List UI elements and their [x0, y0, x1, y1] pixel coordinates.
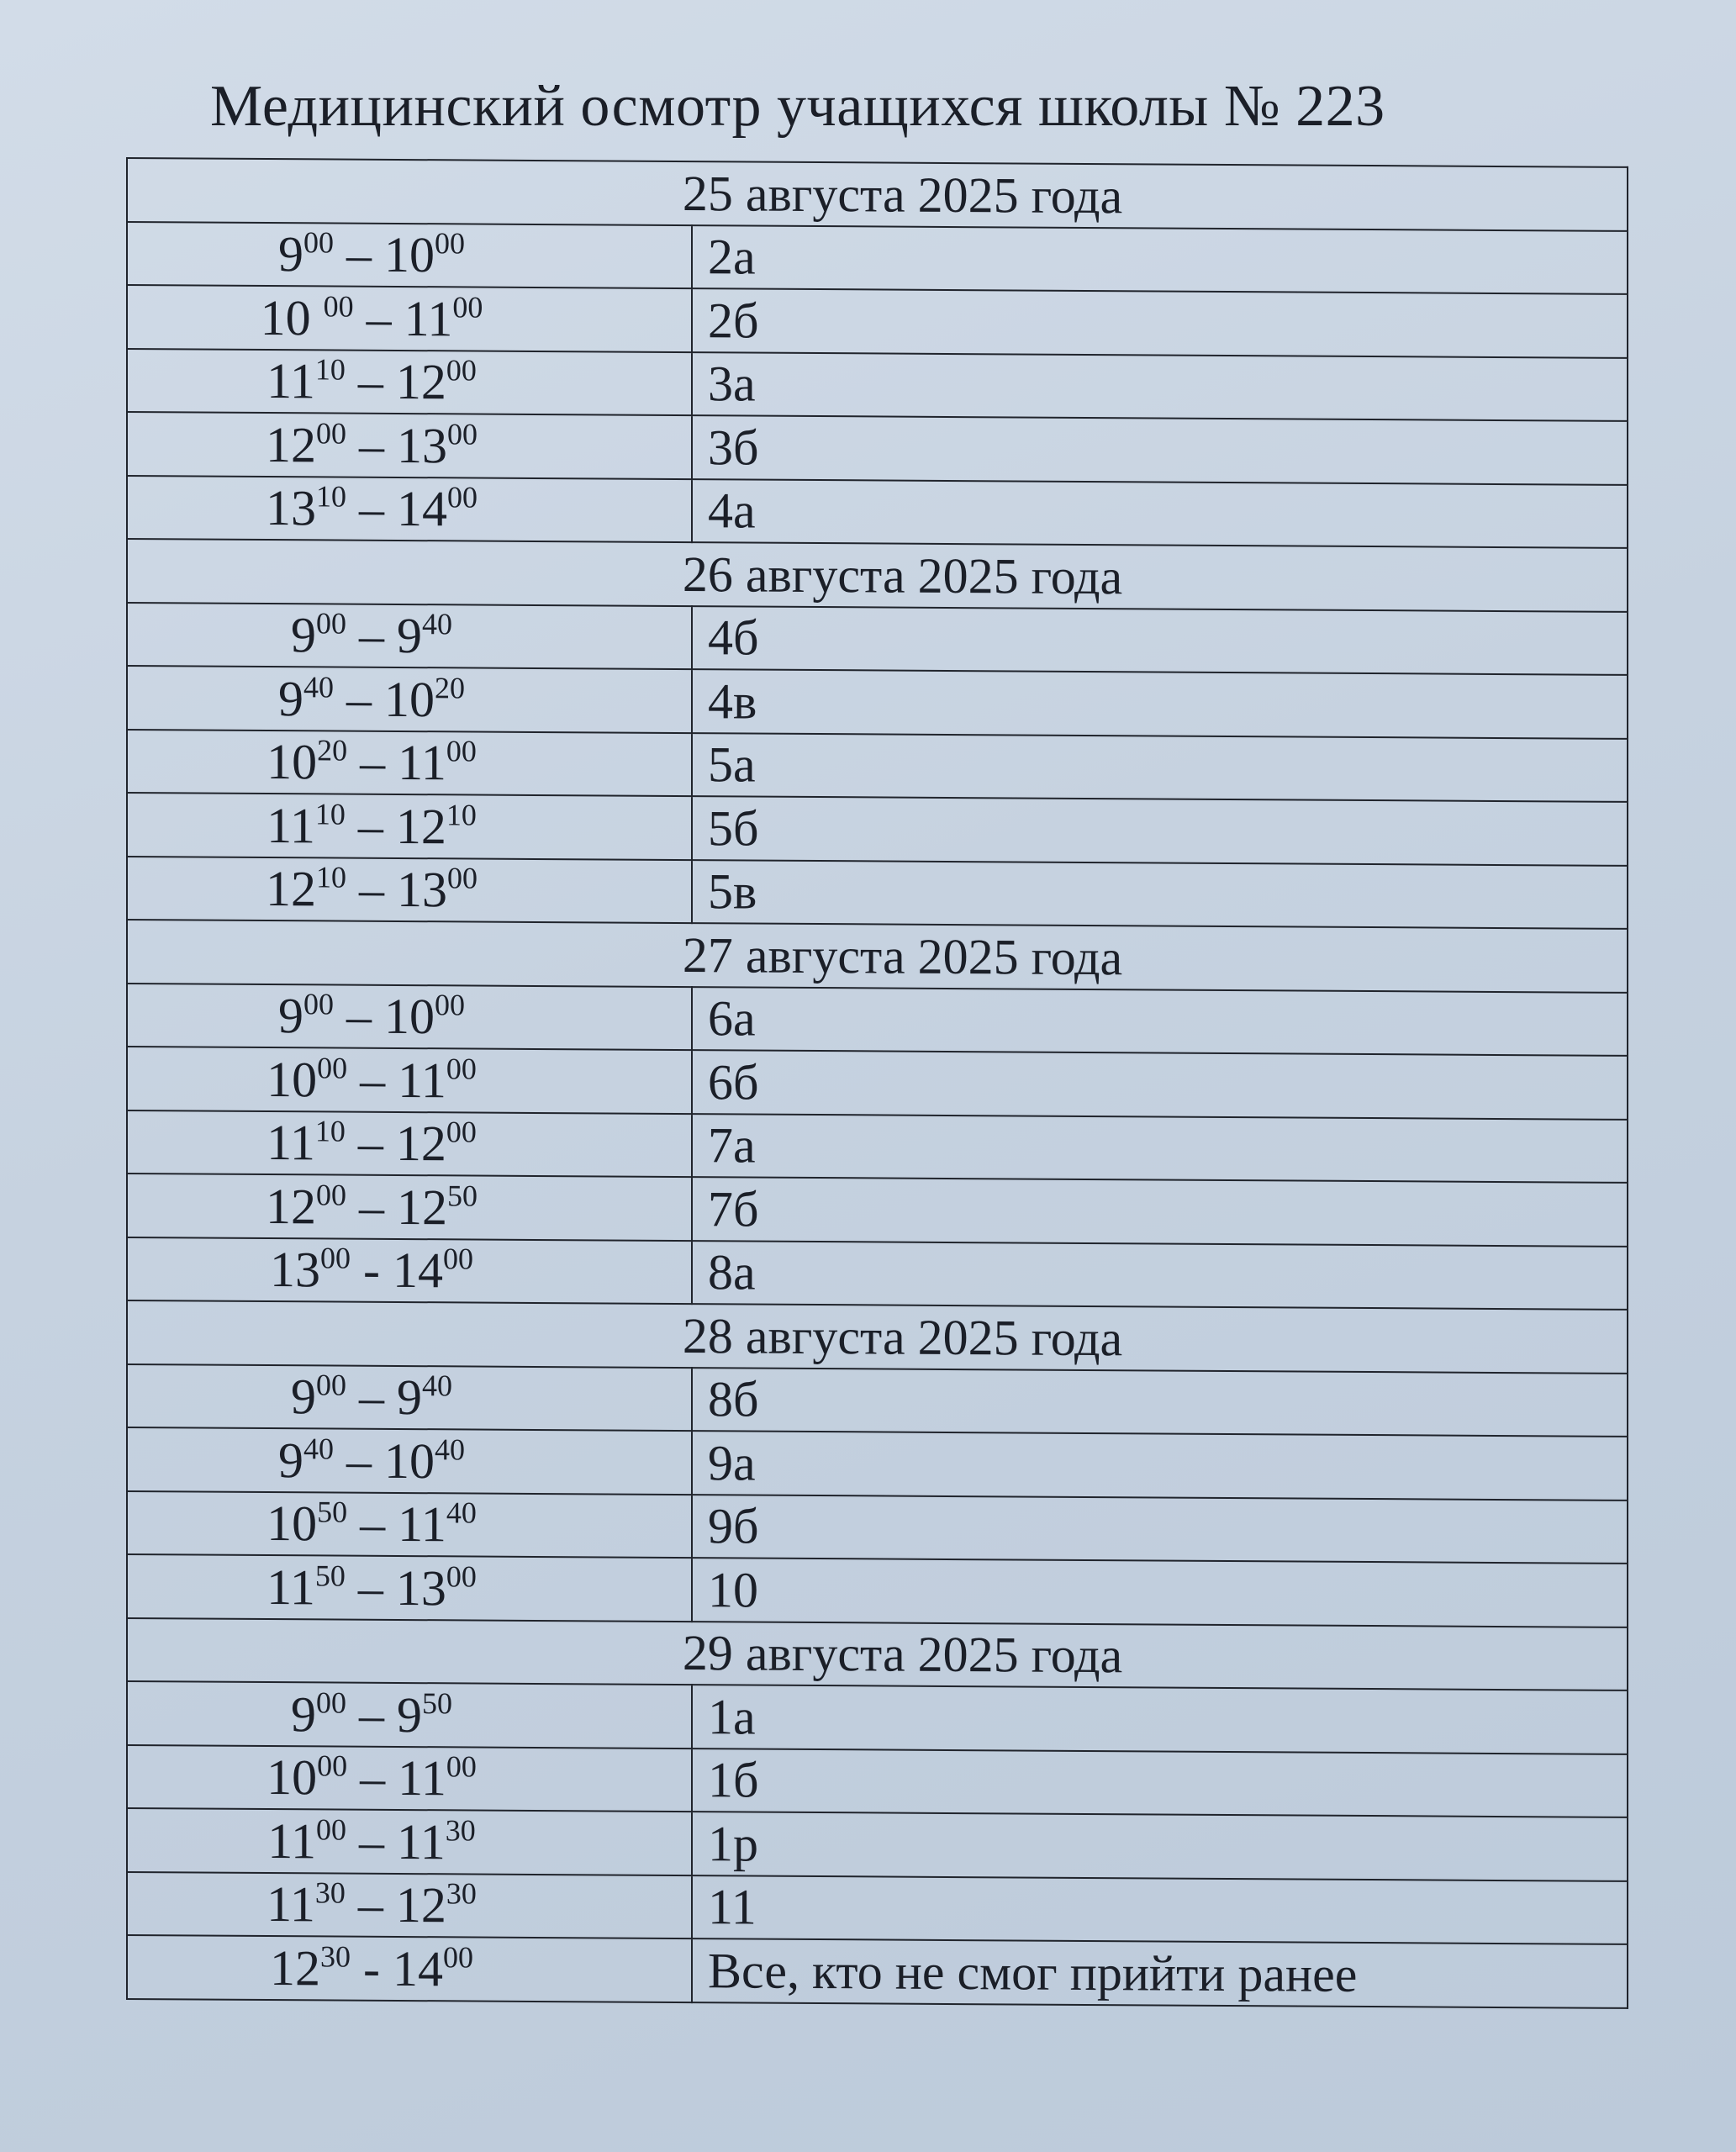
end-hour: 12 — [395, 1116, 446, 1172]
time-separator: – — [347, 1052, 398, 1108]
time-separator: – — [345, 1115, 396, 1172]
table-row — [127, 1872, 1628, 1944]
table-row — [127, 793, 1628, 865]
start-minutes: 00 — [323, 289, 354, 324]
end-minutes: 00 — [447, 417, 478, 451]
start-minutes: 50 — [317, 1495, 348, 1529]
class-name: 1а — [692, 1685, 1628, 1754]
time-separator: – — [346, 1369, 397, 1426]
time-slot — [127, 857, 692, 924]
start-hour: 9 — [278, 988, 303, 1044]
start-hour: 10 — [266, 734, 318, 790]
date-header: 27 августа 2025 года — [127, 920, 1628, 992]
class-name: 4б — [692, 606, 1628, 675]
end-hour: 11 — [404, 290, 453, 347]
class-name: 3а — [692, 352, 1628, 421]
table-row — [127, 984, 1628, 1056]
date-header-row — [127, 539, 1628, 611]
time-separator: – — [347, 1749, 398, 1807]
start-hour: 9 — [278, 670, 303, 727]
class-name: 11 — [692, 1875, 1628, 1944]
end-hour: 13 — [397, 862, 447, 918]
start-hour: 9 — [278, 1432, 303, 1489]
time-separator: – — [345, 1876, 396, 1933]
class-name: 10 — [692, 1558, 1628, 1627]
time-slot — [127, 1427, 692, 1495]
end-minutes: 20 — [435, 670, 465, 705]
end-hour: 11 — [398, 1052, 446, 1109]
table-row — [127, 1808, 1628, 1880]
table-row — [127, 1935, 1628, 2007]
table-row — [127, 1174, 1628, 1246]
class-name: 6б — [692, 1050, 1628, 1119]
time-slot — [127, 222, 692, 289]
table-row — [127, 1745, 1628, 1817]
time-slot — [127, 1237, 692, 1305]
time-separator: – — [334, 1432, 384, 1489]
start-minutes: 00 — [316, 606, 346, 641]
end-hour: 12 — [395, 354, 446, 410]
table-row — [127, 1681, 1628, 1754]
end-hour: 11 — [398, 735, 446, 791]
date-header: 26 августа 2025 года — [127, 539, 1628, 611]
end-hour: 10 — [384, 671, 435, 727]
time-slot — [127, 285, 692, 352]
time-slot — [127, 476, 692, 543]
class-name: 9б — [692, 1495, 1628, 1564]
time-separator: – — [334, 988, 384, 1045]
class-name: 5в — [692, 860, 1628, 929]
class-name: 6а — [692, 987, 1628, 1056]
start-minutes: 50 — [314, 1559, 346, 1593]
start-hour: 9 — [291, 1685, 316, 1743]
time-slot — [127, 1554, 692, 1622]
start-minutes: 00 — [320, 1241, 351, 1275]
end-minutes: 40 — [422, 607, 452, 641]
start-minutes: 10 — [314, 1114, 346, 1148]
class-name: 2а — [692, 225, 1628, 294]
class-name: 2б — [692, 288, 1628, 357]
date-header: 25 августа 2025 года — [127, 158, 1628, 230]
end-minutes: 00 — [442, 1242, 473, 1276]
start-hour: 11 — [266, 353, 315, 409]
start-hour: 11 — [266, 1115, 315, 1171]
start-minutes: 30 — [320, 1939, 351, 1974]
table-row — [127, 1554, 1628, 1627]
class-name: 8б — [692, 1368, 1628, 1437]
start-hour: 9 — [291, 1369, 316, 1425]
time-slot — [127, 1808, 692, 1875]
end-minutes: 00 — [446, 1115, 477, 1149]
time-separator: – — [346, 417, 397, 473]
time-separator: – — [345, 1559, 396, 1616]
time-slot — [127, 603, 692, 670]
end-hour: 14 — [397, 481, 447, 537]
end-minutes: 50 — [447, 1179, 478, 1213]
time-separator: – — [346, 1179, 397, 1235]
start-minutes: 00 — [317, 1051, 348, 1085]
end-minutes: 30 — [445, 1813, 476, 1848]
end-minutes: 40 — [435, 1432, 465, 1467]
start-hour: 11 — [266, 1559, 315, 1616]
class-name: 4в — [692, 669, 1628, 738]
start-minutes: 40 — [303, 1432, 334, 1466]
time-separator: – — [334, 226, 384, 283]
time-slot — [127, 730, 692, 797]
end-minutes: 00 — [452, 290, 483, 324]
end-minutes: 00 — [446, 1052, 477, 1086]
end-hour: 13 — [395, 1559, 446, 1617]
start-minutes: 00 — [316, 416, 346, 451]
start-minutes: 00 — [303, 987, 334, 1021]
class-name: 7б — [692, 1177, 1628, 1246]
table-row — [127, 603, 1628, 675]
end-minutes: 00 — [435, 226, 465, 261]
time-slot — [127, 1174, 692, 1241]
time-separator: – — [347, 734, 398, 791]
start-hour: 10 — [266, 1495, 318, 1552]
time-slot — [127, 1935, 692, 2002]
class-name: 8а — [692, 1241, 1628, 1310]
start-hour: 10 — [260, 289, 324, 346]
time-slot — [127, 1745, 692, 1812]
start-hour: 10 — [266, 1051, 318, 1108]
time-slot — [127, 1364, 692, 1432]
time-separator: – — [353, 290, 404, 346]
table-row — [127, 1110, 1628, 1183]
time-slot — [127, 1491, 692, 1559]
table-row — [127, 1364, 1628, 1437]
end-minutes: 40 — [446, 1495, 477, 1530]
end-hour: 10 — [384, 989, 435, 1045]
start-hour: 9 — [291, 607, 316, 663]
end-minutes: 30 — [446, 1876, 477, 1911]
table-row — [127, 222, 1628, 294]
class-name: 9а — [692, 1431, 1628, 1500]
date-header-row — [127, 158, 1628, 230]
time-separator: - — [351, 1242, 393, 1299]
start-hour: 11 — [266, 1876, 315, 1933]
class-name: 5а — [692, 733, 1628, 802]
end-hour: 14 — [392, 1940, 443, 1997]
class-name: 7а — [692, 1114, 1628, 1183]
table-row — [127, 857, 1628, 929]
end-hour: 9 — [397, 1369, 422, 1426]
table-row — [127, 730, 1628, 802]
start-minutes: 00 — [317, 1748, 348, 1783]
start-hour: 12 — [266, 861, 316, 917]
start-hour: 12 — [266, 416, 316, 473]
time-separator: – — [346, 861, 397, 918]
end-hour: 11 — [398, 1750, 446, 1807]
table-row — [127, 1427, 1628, 1500]
time-separator: – — [346, 1813, 397, 1870]
end-hour: 12 — [397, 1179, 447, 1236]
start-minutes: 20 — [317, 733, 348, 767]
date-header: 28 августа 2025 года — [127, 1300, 1628, 1373]
time-slot — [127, 666, 692, 733]
end-minutes: 00 — [446, 1749, 477, 1784]
time-slot — [127, 984, 692, 1051]
time-separator: - — [351, 1940, 393, 1996]
end-hour: 12 — [395, 798, 446, 855]
class-name: 4а — [692, 479, 1628, 548]
date-header-row — [127, 920, 1628, 992]
end-minutes: 00 — [446, 1559, 477, 1594]
table-row — [127, 666, 1628, 738]
time-slot — [127, 793, 692, 860]
table-row — [127, 476, 1628, 548]
end-minutes: 00 — [447, 480, 478, 514]
time-separator: – — [334, 671, 384, 727]
date-header: 29 августа 2025 года — [127, 1618, 1628, 1690]
time-separator: – — [346, 1686, 397, 1743]
start-minutes: 40 — [303, 670, 334, 704]
start-minutes: 00 — [316, 1812, 346, 1847]
document-title: Медицинский осмотр учащихся школы № 223 — [210, 74, 1385, 139]
class-name: Все, кто не смог прийти ранее — [692, 1938, 1628, 2007]
end-hour: 12 — [395, 1877, 446, 1933]
start-hour: 12 — [270, 1939, 320, 1996]
start-minutes: 10 — [316, 860, 346, 894]
date-header-row — [127, 1618, 1628, 1690]
time-separator: – — [346, 607, 397, 664]
start-minutes: 10 — [314, 352, 346, 387]
start-hour: 10 — [266, 1749, 318, 1806]
end-minutes: 50 — [422, 1685, 452, 1721]
time-slot — [127, 1110, 692, 1178]
class-name: 1р — [692, 1812, 1628, 1880]
table-row — [127, 1237, 1628, 1310]
table-row — [127, 1047, 1628, 1119]
start-minutes: 00 — [316, 1178, 346, 1212]
start-hour: 11 — [266, 797, 315, 854]
start-hour: 13 — [270, 1242, 320, 1298]
class-name: 3б — [692, 415, 1628, 484]
time-slot — [127, 1047, 692, 1114]
start-minutes: 10 — [314, 797, 346, 831]
table-row — [127, 349, 1628, 421]
end-minutes: 00 — [435, 988, 465, 1022]
end-minutes: 00 — [447, 861, 478, 895]
end-minutes: 10 — [446, 798, 477, 832]
start-minutes: 30 — [314, 1875, 346, 1910]
start-hour: 9 — [278, 226, 303, 282]
start-hour: 12 — [266, 1178, 316, 1235]
start-minutes: 00 — [316, 1685, 346, 1720]
end-minutes: 40 — [422, 1369, 452, 1403]
end-hour: 13 — [397, 417, 447, 474]
end-hour: 11 — [398, 1496, 446, 1553]
time-separator: – — [345, 798, 396, 854]
schedule-table — [126, 157, 1628, 2008]
end-minutes: 00 — [446, 734, 477, 768]
time-separator: – — [345, 353, 396, 410]
table-row — [127, 412, 1628, 484]
time-slot — [127, 349, 692, 416]
class-name: 1б — [692, 1748, 1628, 1817]
table-row — [127, 285, 1628, 357]
time-separator: – — [347, 1495, 398, 1553]
start-hour: 11 — [267, 1812, 316, 1870]
end-hour: 9 — [397, 608, 422, 664]
end-hour: 10 — [384, 1432, 435, 1489]
start-hour: 13 — [266, 480, 316, 536]
end-hour: 11 — [397, 1813, 446, 1870]
date-header-row — [127, 1300, 1628, 1373]
start-minutes: 00 — [316, 1368, 346, 1402]
class-name: 5б — [692, 796, 1628, 865]
time-slot — [127, 1681, 692, 1748]
end-hour: 9 — [397, 1686, 422, 1743]
end-hour: 10 — [384, 227, 435, 283]
time-separator: – — [346, 480, 397, 537]
schedule-body — [127, 158, 1628, 2007]
start-minutes: 10 — [316, 479, 346, 514]
end-minutes: 00 — [446, 353, 477, 388]
end-minutes: 00 — [442, 1940, 473, 1975]
start-minutes: 00 — [303, 225, 334, 260]
time-slot — [127, 1872, 692, 1939]
end-hour: 14 — [392, 1242, 443, 1299]
table-row — [127, 1491, 1628, 1564]
time-slot — [127, 412, 692, 479]
